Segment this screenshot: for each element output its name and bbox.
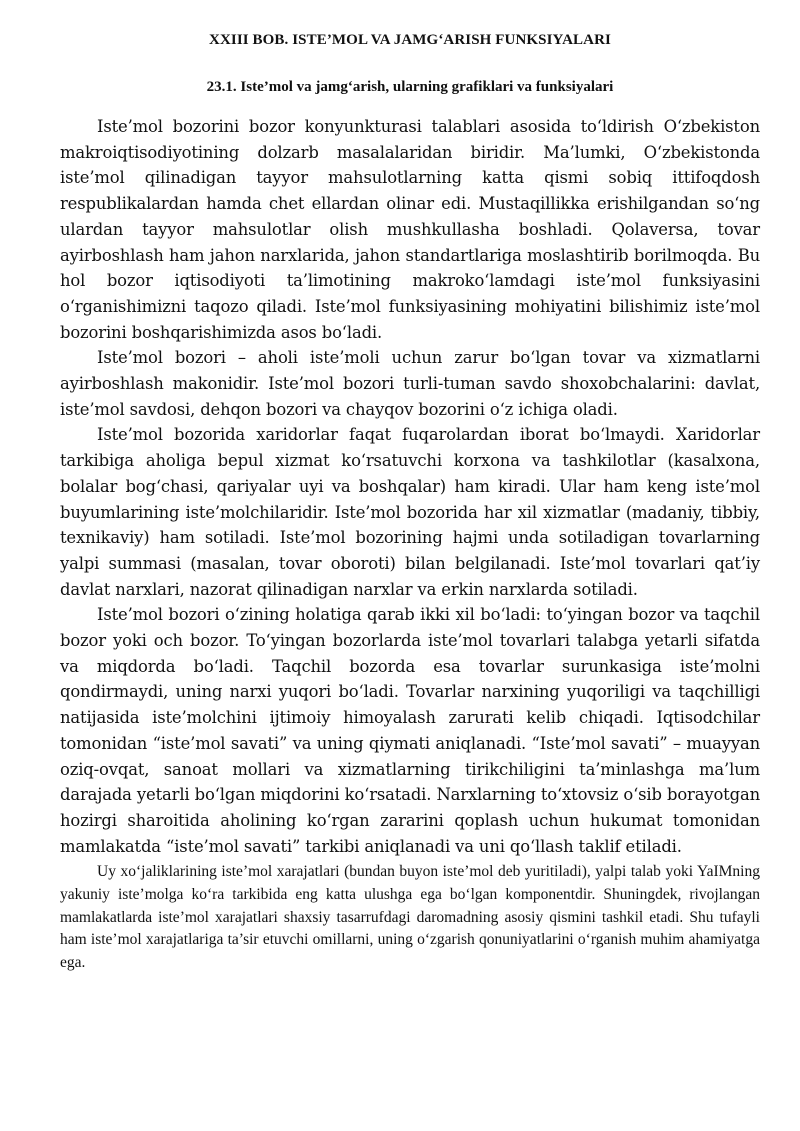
closing-paragraph: Uy xo‘jaliklarining iste’mol xarajatlari (bundan buyon iste’mol deb yuritiladi), yalpi talab yoki YaIMning yakuniy iste’molga ko‘ra tarkibida eng katta ulushga ega bo‘lgan komponentdir. Shuningdek, rivojlangan mamlakatlarda iste’mol xarajatlari shaxsiy tasarrufdagi daromadning asosiy qismini tashkil etadi. Shu tufayli ham iste’mol xarajatlariga ta’sir etuvchi omillarni, uning o‘zgarish qonuniyatlarini o‘rganish muhim ahamiyatga ega. — [60, 863, 760, 971]
document-page — [60, 32, 760, 974]
paragraph: Iste’mol bozorida xaridorlar faqat fuqarolardan iborat bo‘lmaydi. Xaridorlar tarkibiga aholiga bepul xizmat ko‘rsatuvchi korxona va tashkilotlar (kasalxona, bolalar bog‘chasi, qariyalar uyi va boshqalar) ham kiradi. Ular ham keng iste’mol buyumlarining iste’molchilaridir. Iste’mol bozorida har xil xizmatlar (madaniy, tibbiy, texnikaviy) ham sotiladi. Iste’mol bozorining hajmi unda sotiladigan tovarlarning yalpi summasi (masalan, tovar oboroti) bilan belgilanadi. Iste’mol tovarlari qat’iy davlat narxlari, nazorat qilinadigan narxlar va erkin narxlarda sotiladi. — [60, 425, 760, 599]
paragraph: Iste’mol bozori o‘zining holatiga qarab ikki xil bo‘ladi: to‘yingan bozor va taqchil bozor yoki och bozor. To‘yingan bozorlarda iste’mol tovarlari talabga yetarli sifatda va miqdorda bo‘ladi. Taqchil bozorda esa tovarlar surunkasiga iste’molni qondirmaydi, uning narxi yuqori bo‘ladi. Tovarlar narxining yuqoriligi va taqchilligi natijasida iste’molchini ijtimoiy himoyalash zarurati kelib chiqadi. Iqtisodchilar tomonidan “iste’mol savati” va uning qiymati aniqlanadi. “Iste’mol savati” – muayyan oziq-ovqat, sanoat mollari va xizmatlarning tirikchiligini ta’minlashga ma’lum darajada yetarli bo‘lgan miqdorini ko‘rsatadi. Narxlarning to‘xtovsiz o‘sib borayotgan hozirgi sharoitida aholining ko‘rgan zararini qoplash uchun hukumat tomonidan mamlakatda “iste’mol savati” tarkibi aniqlanadi va uni qo‘llash taklif etiladi. — [60, 605, 760, 856]
paragraph: Iste’mol bozorini bozor konyunkturasi talablari asosida to‘ldirish O‘zbekiston makroiqtisodiyotining dolzarb masalalaridan biridir. Ma’lumki, O‘zbekistonda iste’mol qilinadigan tayyor mahsulotlarning katta qismi sobiq ittifoqdosh respublikalardan hamda chet ellardan olinar edi. Mustaqillikka erishilgandan so‘ng ulardan tayyor mahsulotlar olish mushkullasha boshladi. Qolaversa, tovar ayirboshlash ham jahon narxlarida, jahon standartlariga moslashtirib borilmoqda. Bu hol bozor iqtisodiyoti ta’limotining makroko‘lamdagi iste’mol funksiyasini o‘rganishimizni taqozo qiladi. Iste’mol funksiyasining mohiyatini bilishimiz iste’mol bozorini boshqarishimizda asos bo‘ladi. — [60, 117, 760, 342]
chapter-title: XXIII BOB. ISTE’MOL VA JAMG‘ARISH FUNKSIYALARI — [209, 32, 611, 48]
section-title: 23.1. Iste’mol va jamg‘arish, ularning grafiklari va funksiyalari — [206, 79, 614, 95]
paragraph: Iste’mol bozori – aholi iste’moli uchun zarur bo‘lgan tovar va xizmatlarni ayirboshlash makonidir. Iste’mol bozori turli-tuman savdo shoxobchalarini: davlat, iste’mol savdosi, dehqon bozori va chayqov bozorini o‘z ichiga oladi. — [60, 348, 760, 419]
